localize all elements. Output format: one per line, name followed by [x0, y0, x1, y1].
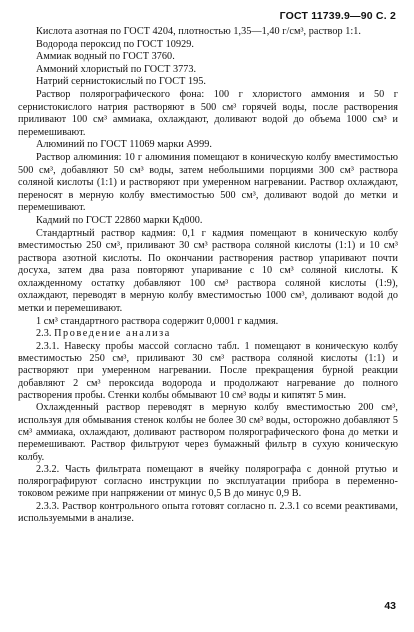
- paragraph: 2.3.2. Часть фильтрата помещают в ячейку полярографа с донной ртутью и полярографируют согласно инструкции по эксплуатации прибора в переменно-токовом режиме при напряжении от минус 0,5 В до минус 0,9 В.: [18, 463, 398, 500]
- section-number: 2.3.: [36, 328, 52, 340]
- section-heading: [18, 328, 398, 341]
- paragraph: Кадмий по ГОСТ 22860 марки Кд000.: [36, 214, 203, 226]
- paragraph: Алюминий по ГОСТ 11069 марки А999.: [36, 139, 212, 151]
- section-title: Проведение анализа: [54, 328, 171, 340]
- paragraph: 1 см³ стандартного раствора содержит 0,0001 г кадмия.: [36, 315, 279, 327]
- paragraph: Натрий сернистокислый по ГОСТ 195.: [36, 76, 206, 88]
- paragraph: 2.3.1. Навеску пробы массой согласно табл. 1 помещают в коническую колбу вместимостью 250 см³, приливают 30 см³ раствора соляной кислоты (1:1) и растворяют при умеренном нагревании. После прекращения бурной реакции добавляют 2 см³ пероксида водорода и продолжают нагревание до полного растворения пробы. Стенки колбы обмывают 10 см³ воды и кипятят 5 мин.: [18, 340, 398, 402]
- paragraph: Охлажденный раствор переводят в мерную колбу вместимостью 200 см³, используя для обмывания стенок колбы не более 30 см³ воды, осторожно добавляют 5 см³ аммиака, охлаждают, доливают раствором полярографического фона до метки и перемешивают. Раствор фильтруют через бумажный фильтр в сухую коническую колбу.: [18, 402, 398, 463]
- paragraph: 2.3.3. Раствор контрольного опыта готовят согласно п. 2.3.1 со всеми реактивами, используемыми в анализе.: [18, 500, 398, 524]
- page-number: 43: [384, 600, 396, 612]
- paragraph: Стандартный раствор кадмия: 0,1 г кадмия помещают в коническую колбу вместимостью 250 см³, приливают 30 см³ раствора соляной кислоты (1:1) и 10 см³ раствора азотной кислоты. По окончании растворения раствор упаривают почти досуха, затем два раза повторяют упаривание с 10 см³ соляной кислоты. К охлажденному остатку добавляют 100 см³ раствора соляной кислоты (1:9), охлаждают, переводят в мерную колбу вместимостью 1000 см³, доливают водой до метки и перемешивают.: [18, 227, 398, 315]
- paragraph: Аммоний хлористый по ГОСТ 3773.: [36, 63, 197, 75]
- paragraph: Аммиак водный по ГОСТ 3760.: [36, 51, 175, 63]
- paragraph: Кислота азотная по ГОСТ 4204, плотностью 1,35—1,40 г/см³, раствор 1:1.: [36, 26, 361, 37]
- paragraph: Водорода пероксид по ГОСТ 10929.: [36, 38, 194, 50]
- paragraph: Раствор полярографического фона: 100 г хлористого аммония и 50 г сернистокислого натрия растворяют в 500 см³ горячей воды, после растворения приливают 100 см³ аммиака, охлаждают, доливают водой до объема 1000 см³ и перемешивают.: [18, 88, 398, 138]
- paragraph: Раствор алюминия: 10 г алюминия помещают в коническую колбу вместимостью 500 см³, добавляют 50 см³ воды, затем небольшими порциями 300 см³ раствора соляной кислоты (1:1) и растворяют при умеренном нагревании. Раствор охлаждают, переносят в мерную колбу вместимостью 500 см³, доливают водой до метки и перемешивают.: [18, 151, 398, 214]
- document-body: [18, 26, 398, 525]
- page-header: ГОСТ 11739.9—90 С. 2: [279, 10, 396, 22]
